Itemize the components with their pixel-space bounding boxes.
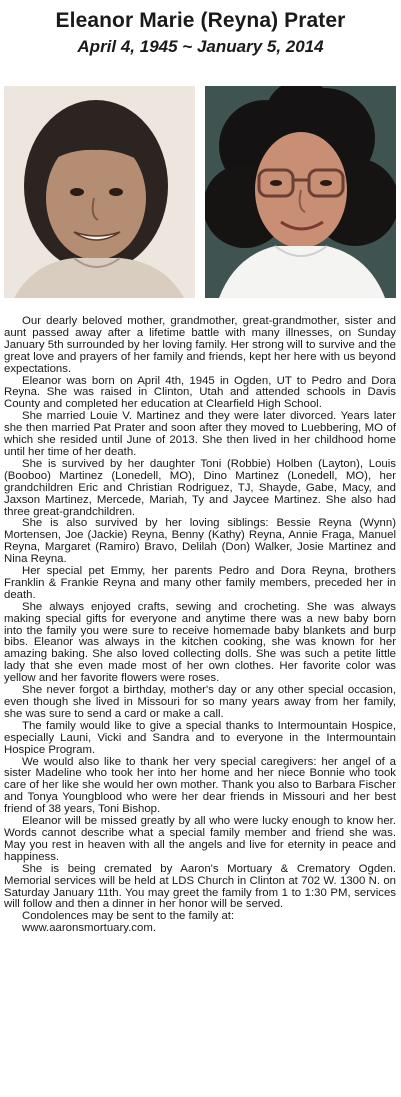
paragraph-preceded: Her special pet Emmy, her parents Pedro and Dora Reyna, brothers Franklin & Frankie Reyna and many other family members, preceded her in death. bbox=[4, 565, 396, 601]
adult-portrait-icon bbox=[205, 86, 396, 298]
paragraph-birthdays: She never forgot a birthday, mother's day or any other special occasion, even though she lived in Missouri for so many years away from her family, she was sure to send a card or make a call. bbox=[4, 684, 396, 720]
obituary-body bbox=[4, 316, 396, 935]
childhood-portrait-icon bbox=[4, 86, 195, 298]
paragraph-survived-siblings: She is also survived by her loving siblings: Bessie Reyna (Wynn) Mortensen, Joe (Jackie) Reyna, Benny (Kathy) Reyna, Annie Fraga, Manuel Reyna, Margaret (Ramiro) Bravo, Delilah (Don) Walker, Josie Martinez and Nina Reyna. bbox=[4, 517, 396, 566]
paragraph-survived-children: She is survived by her daughter Toni (Robbie) Holben (Layton), Louis (Booboo) Martinez (Lonedell, MO), Dino Martinez (Lonedell, MO), her grandchildren Eric and Christian Rodriguez, TJ, Shayde, Gabe, Macy, and Jaxson Martinez, Mercede, Mariah, Ty and Jaycee Martinez. She also had three great-grandchildren. bbox=[4, 457, 396, 518]
childhood-portrait bbox=[4, 86, 195, 298]
paragraph-condolences bbox=[4, 911, 396, 935]
paragraph-intro: Our dearly beloved mother, grandmother, great-grandmother, sister and aunt passed away after a lifetime battle with many illnesses, on Sunday January 5th surrounded by her loving family. Her strong will to survive and the great love and prayers of her family and friends, kept her here with us beyond expectations. bbox=[4, 315, 396, 375]
life-dates: April 4, 1945 ~ January 5, 2014 bbox=[77, 37, 324, 56]
mortuary-link[interactable]: www.aaronsmortuary.com. bbox=[22, 922, 156, 935]
paragraph-birth: Eleanor was born on April 4th, 1945 in Ogden, UT to Pedro and Dora Reyna. She was raised in Clinton, Utah and attended schools in Davis County and completed her education at Clearfield High School. bbox=[4, 374, 396, 411]
deceased-name: Eleanor Marie (Reyna) Prater bbox=[55, 9, 346, 32]
paragraph-services: She is being cremated by Aaron's Mortuary & Crematory Ogden. Memorial services will be held at LDS Church in Clinton at 702 W. 1300 N. on Saturday January 11th. You may greet the family from 1 to 1:30 PM, services will follow and then a dinner in her honor will be served. bbox=[4, 862, 396, 911]
paragraph-missed: Eleanor will be missed greatly by all who were lucky enough to know her. Words cannot describe what a special family member and friend she was. May you rest in heaven with all the angels and live for eternity in peace and happiness. bbox=[4, 815, 396, 863]
adult-portrait bbox=[205, 86, 396, 298]
paragraph-marriage: She married Louie V. Martinez and they were later divorced. Years later she then married Pat Prater and soon after they moved to Luebbering, MO of which she resided until June of 2013. She then lived in her childhood home until her time of her death. bbox=[4, 410, 396, 458]
obituary-header bbox=[0, 0, 401, 58]
paragraph-hospice-thanks: The family would like to give a special thanks to Intermountain Hospice, especially Launi, Vicki and Sandra and to everyone in the Intermountain Hospice Program. bbox=[4, 719, 396, 756]
paragraph-hobbies: She always enjoyed crafts, sewing and crocheting. She was always making special gifts for everyone and anytime there was a new baby born into the family you were sure to receive homemade baby blankets and burp bibs. Eleanor was always in the kitchen cooking, she was known for her amazing baking. She also loved collecting dolls. She was such a petite little lady that she even made most of her own clothes. Her favorite color was yellow and her favorite flowers were roses. bbox=[4, 600, 396, 685]
photo-row bbox=[0, 86, 401, 298]
condolences-text: Condolences may be sent to the family at: bbox=[22, 910, 235, 923]
paragraph-caregivers: We would also like to thank her very special caregivers: her angel of a sister Madeline who took her into her home and her niece Bonnie who took care of her like she would her own mother. Thank you also to Barbara Fischer and Tonya Youngblood who were her dear friends in Missouri and her best friend of 38 years, Toni Bishop. bbox=[4, 755, 396, 816]
